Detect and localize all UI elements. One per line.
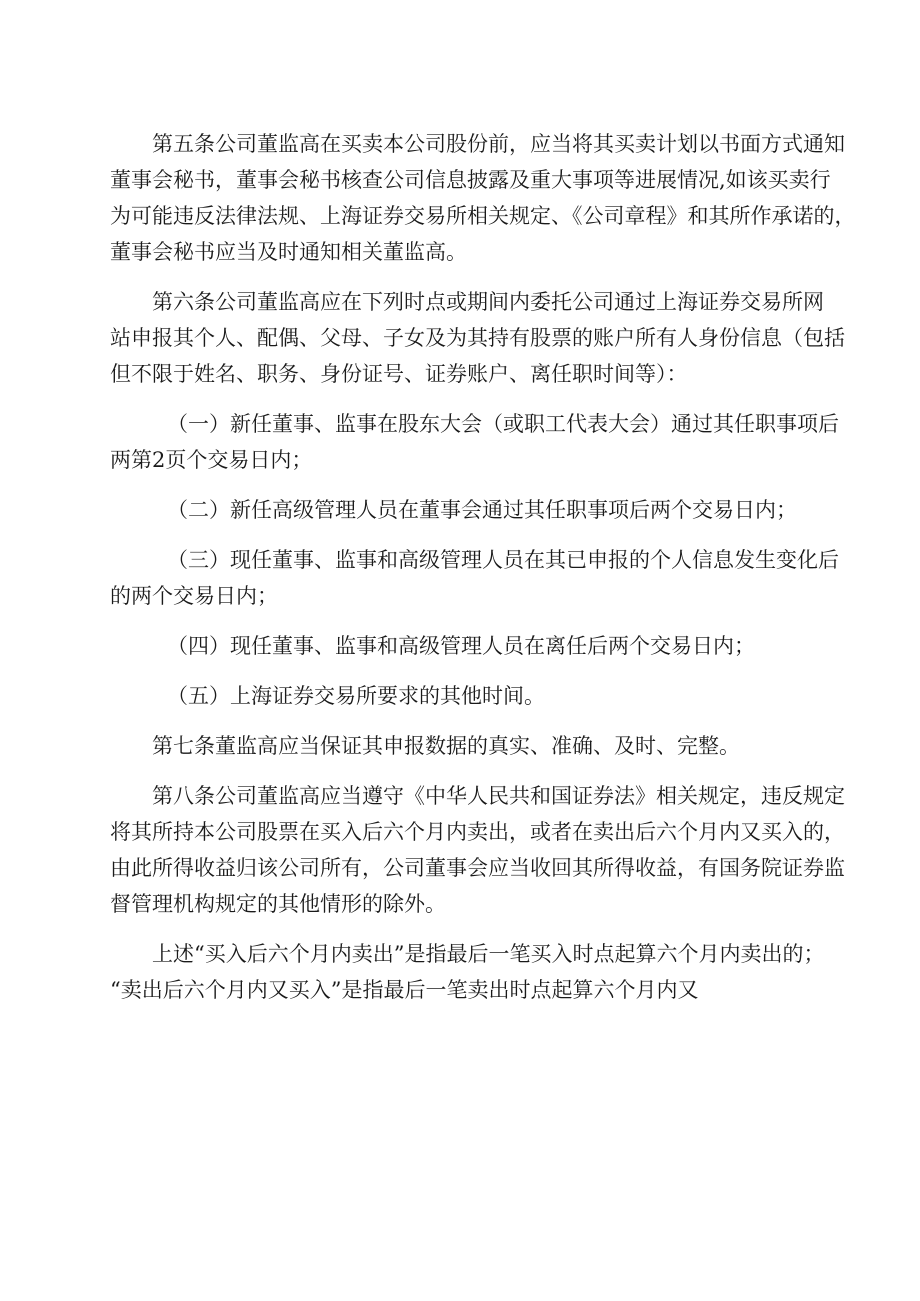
text-line: 第七条董监高应当保证其申报数据的真实、准确、及时、完整。 [152,734,740,758]
list-item-2 [110,492,812,528]
article-5-paragraph [110,126,856,270]
text-line: （五）上海证券交易所要求的其他时间。 [167,684,545,708]
text-line: 董事会秘书，董事会秘书核查公司信息披露及重大事项等进展情况,如该买卖行 [110,168,831,192]
text-line: “卖出后六个月内又买入”是指最后一笔卖出时点起算六个月内又 [110,978,699,1002]
text-line: 董事会秘书应当及时通知相关董监高。 [110,240,467,264]
article-6-paragraph [110,284,845,392]
document-body [110,126,856,1008]
text-line: （二）新任高级管理人员在董事会通过其任职事项后两个交易日内； [167,498,797,522]
text-line: 为可能违反法律法规、上海证券交易所相关规定、《公司章程》和其所作承诺的， [110,204,856,228]
definition-paragraph [110,936,825,1008]
text-line: 督管理机构规定的其他情形的除外。 [110,892,446,916]
text-line: 的两个交易日内； [110,584,278,608]
text-line: 第五条公司董监高在买卖本公司股份前，应当将其买卖计划以书面方式通知 [152,132,845,156]
text-line: 站申报其个人、配偶、父母、子女及为其持有股票的账户所有人身份信息（包括 [110,326,845,350]
text-line: 两第2页个交易日内； [110,448,313,472]
text-line: 上述“买入后六个月内卖出”是指最后一笔买入时点起算六个月内卖出的； [152,942,825,966]
list-item-5 [110,678,812,714]
list-item-1 [110,406,839,478]
text-line: （三）现任董事、监事和高级管理人员在其已申报的个人信息发生变化后 [167,548,839,572]
text-line: 但不限于姓名、职务、身份证号、证券账户、离任职时间等）： [110,362,688,386]
article-8-paragraph [110,778,845,922]
article-7-paragraph [110,728,812,764]
text-line: 第六条公司董监高应在下列时点或期间内委托公司通过上海证券交易所网 [152,290,824,314]
text-line: 第八条公司董监高应当遵守《中华人民共和国证券法》相关规定，违反规定 [152,784,845,808]
list-item-4 [110,628,812,664]
text-line: （四）现任董事、监事和高级管理人员在离任后两个交易日内； [167,634,755,658]
text-line: （一）新任董事、监事在股东大会（或职工代表大会）通过其任职事项后 [167,412,839,436]
list-item-3 [110,542,839,614]
text-line: 由此所得收益归该公司所有，公司董事会应当收回其所得收益，有国务院证券监 [110,856,845,880]
text-line: 将其所持本公司股票在买入后六个月内卖出，或者在卖出后六个月内又买入的， [110,820,845,844]
